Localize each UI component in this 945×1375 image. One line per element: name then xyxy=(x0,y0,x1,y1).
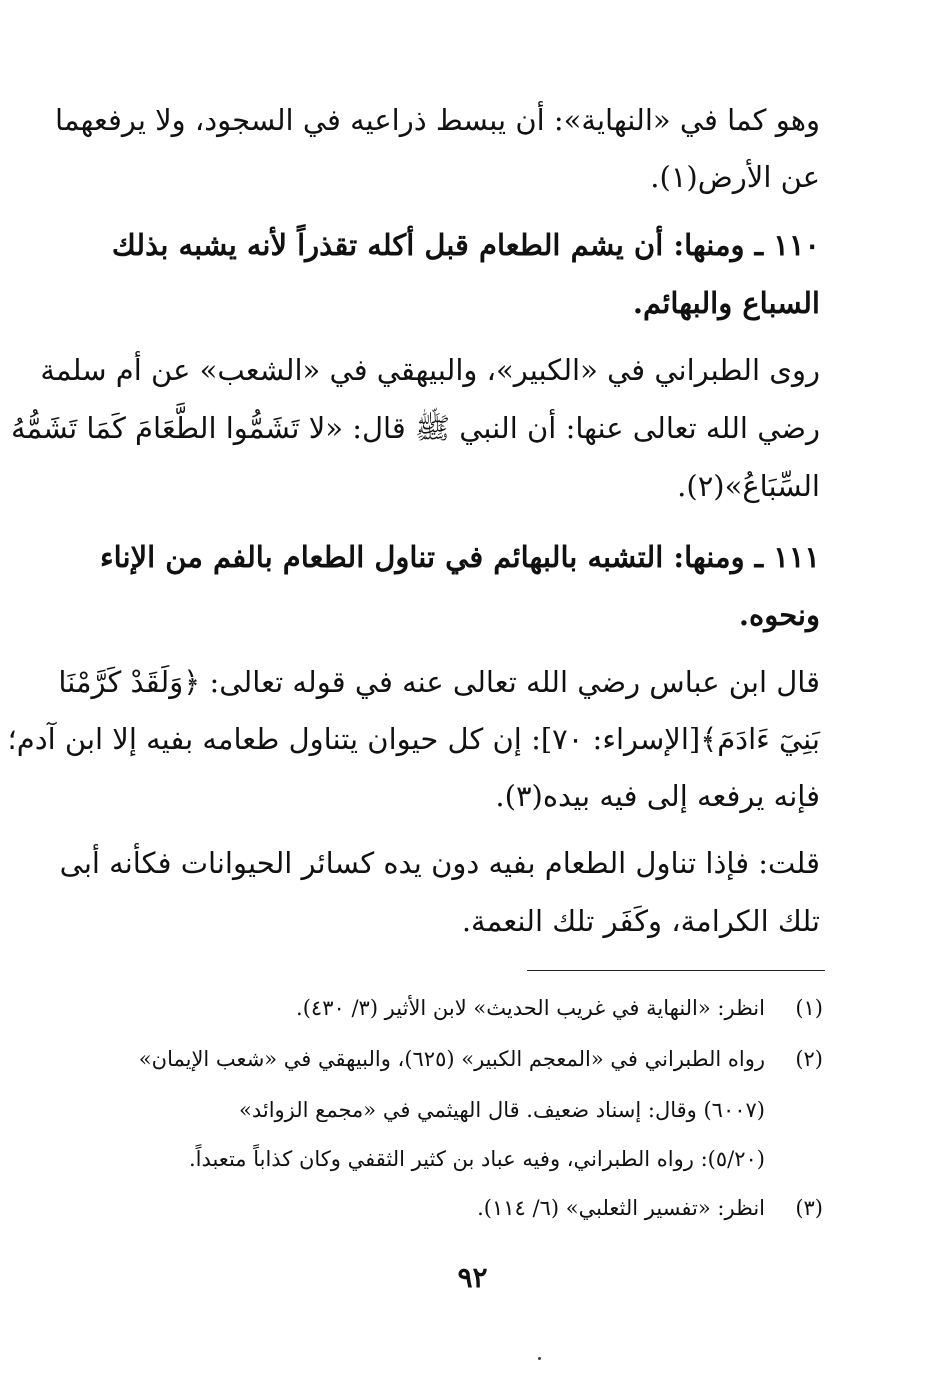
footnote-2-text-line-1: رواه الطبراني في «المعجم الكبير» (٦٢٥)، والبيهقي في «شعب الإيمان» xyxy=(138,1047,765,1071)
footnote-2-number: (٢) xyxy=(795,1047,823,1071)
footnote-2 xyxy=(115,1043,823,1075)
page-number: ٩٢ xyxy=(457,1261,488,1294)
paragraph-6-line-1: قلت: فإذا تناول الطعام بفيه دون يده كسائر الحيوانات فكأنه أبى xyxy=(59,846,820,880)
footnote-1 xyxy=(115,992,823,1024)
item-110-line-2: السباع والبهائم. xyxy=(632,286,820,320)
item-110-line-1: ١١٠ ـ ومنها: أن يشم الطعام قبل أكله تقذراً لأنه يشبه بذلك xyxy=(111,228,820,262)
footnote-2-line-2: (٦٠٠٧) وقال: إسناد ضعيف. قال الهيثمي في «مجمع الزوائد» xyxy=(238,1098,765,1122)
footnote-3 xyxy=(115,1192,823,1224)
item-111-line-2: ونحوه. xyxy=(738,598,820,632)
paragraph-3-line-1: روى الطبراني في «الكبير»، والبيهقي في «الشعب» عن أم سلمة xyxy=(40,353,820,387)
paragraph-5-line-2: بَنِيٓ ءَادَمَ﴾[الإسراء: ٧٠]: إن كل حيوان يتناول طعامه بفيه إلا ابن آدم؛ xyxy=(7,722,820,756)
paragraph-1-line-1: وهو كما في «النهاية»: أن يبسط ذراعيه في السجود، ولا يرفعهما xyxy=(55,103,820,137)
footnote-3-text: انظر: «تفسير الثعلبي» (٦/ ١١٤). xyxy=(477,1196,765,1220)
footnote-2-line-3: (٥/٢٠): رواه الطبراني، وفيه عباد بن كثير الثقفي وكان كذاباً متعبداً. xyxy=(188,1147,765,1171)
paragraph-5-line-3: فإنه يرفعه إلى فيه بيده(٣). xyxy=(495,779,820,813)
paragraph-1-line-2: عن الأرض(١). xyxy=(650,160,820,194)
footnote-separator xyxy=(527,970,825,971)
footnote-1-text: انظر: «النهاية في غريب الحديث» لابن الأثير (٣/ ٤٣٠). xyxy=(296,996,765,1020)
footnote-3-number: (٣) xyxy=(795,1196,823,1220)
paragraph-3-line-2: رضي الله تعالى عنها: أن النبي ﷺ قال: «لا تَشَمُّوا الطَّعَامَ كَمَا تَشَمُّهُ xyxy=(10,411,820,445)
paragraph-6-line-2: تلك الكرامة، وكَفَر تلك النعمة. xyxy=(461,904,820,938)
item-111-line-1: ١١١ ـ ومنها: التشبه بالبهائم في تناول الطعام بالفم من الإناء xyxy=(100,540,820,574)
scan-speck xyxy=(538,1357,541,1360)
footnote-1-number: (١) xyxy=(795,996,823,1020)
paragraph-5-line-1: قال ابن عباس رضي الله تعالى عنه في قوله تعالى: ﴿وَلَقَدْ كَرَّمْنَا xyxy=(58,665,820,699)
paragraph-3-line-3: السِّبَاعُ»(٢). xyxy=(677,469,820,503)
